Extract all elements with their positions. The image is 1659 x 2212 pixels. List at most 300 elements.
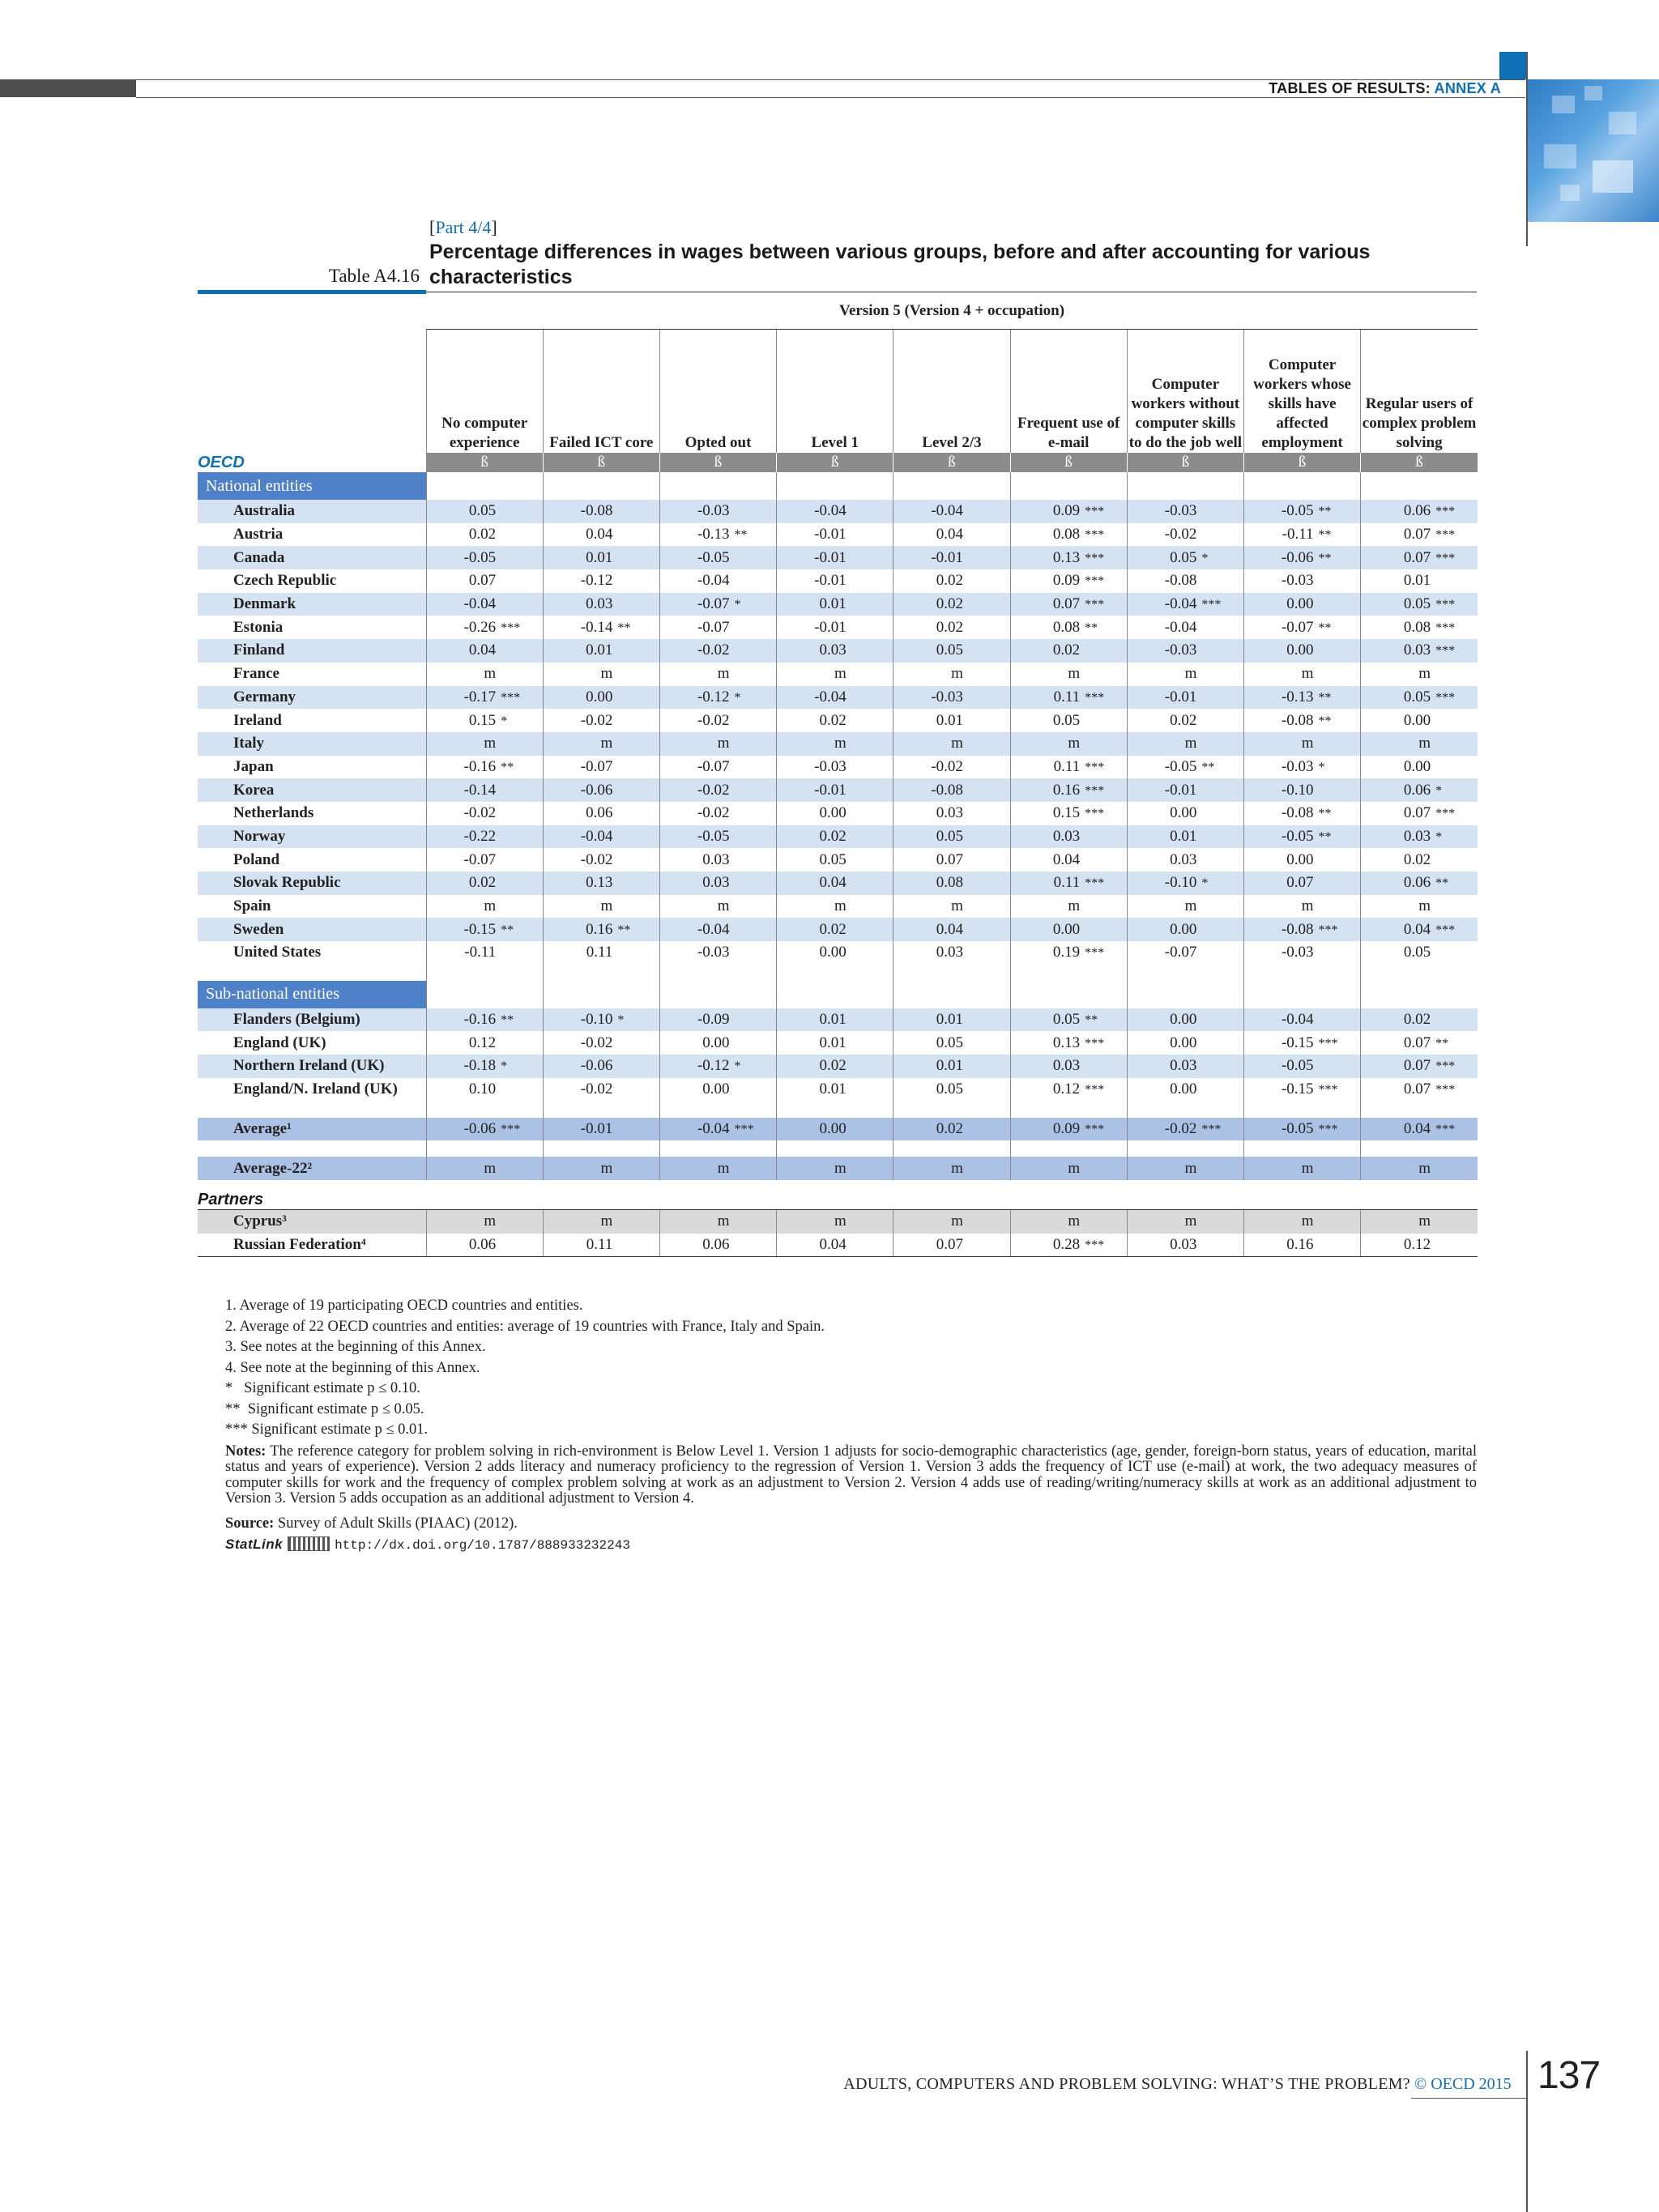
cell-value: 0.01 <box>819 1080 847 1098</box>
table-cell <box>1010 709 1127 732</box>
cell-value: 0.00 <box>819 1119 847 1137</box>
cell-value: -0.22 <box>463 827 497 845</box>
table-cell <box>1127 825 1243 849</box>
footnote: 3. See notes at the beginning of this Annex. <box>225 1339 486 1355</box>
cell-value: -0.14 <box>463 781 497 799</box>
cell-value: -0.05 <box>1281 1119 1314 1137</box>
cell-value: m <box>1068 897 1081 915</box>
table-cell <box>426 1209 543 1233</box>
spacer-cell <box>1010 965 1127 981</box>
row-label: Average-22² <box>198 1157 426 1180</box>
table-row <box>198 546 1478 569</box>
cell-value: -0.07 <box>463 850 497 868</box>
cell-value: 0.04 <box>1052 850 1081 868</box>
cell-value: 0.05 <box>1403 688 1431 705</box>
table-cell <box>426 1118 543 1141</box>
table-cell <box>426 825 543 849</box>
significance-marker: ** <box>1085 620 1098 635</box>
table-cell <box>426 848 543 872</box>
table-cell <box>777 1209 893 1233</box>
cell-value: -0.04 <box>1164 618 1197 636</box>
significance-marker: *** <box>501 690 521 705</box>
cell-value: -0.15 <box>1281 1080 1314 1098</box>
cell-value: 0.02 <box>1403 1011 1431 1029</box>
cell-value: 0.00 <box>702 1080 730 1098</box>
table-cell <box>1361 686 1478 710</box>
table-cell <box>893 941 1010 965</box>
partners-label-row <box>198 1180 1478 1210</box>
table-cell <box>426 1008 543 1032</box>
table-cell <box>777 686 893 710</box>
table-cell <box>543 1078 659 1102</box>
table-cell <box>777 639 893 663</box>
spacer-cell <box>198 965 426 981</box>
spacer-cell <box>1361 1102 1478 1118</box>
cell-value: 0.00 <box>1170 1011 1197 1029</box>
table-cell <box>659 686 776 710</box>
cell-value: -0.01 <box>814 548 847 566</box>
cell-value: -0.10 <box>580 1011 613 1029</box>
significance-marker: * <box>1201 551 1209 565</box>
table-cell <box>1010 848 1127 872</box>
cell-value: 0.09 <box>1052 572 1081 590</box>
table-cell <box>1243 500 1360 523</box>
column-header: Frequent use of e-mail <box>1010 330 1127 454</box>
table-row <box>198 802 1478 825</box>
cell-value: 0.16 <box>586 920 613 938</box>
table-cell <box>893 546 1010 569</box>
cell-value: m <box>951 897 963 915</box>
cell-value: -0.04 <box>814 688 847 705</box>
table-cell <box>1127 593 1243 616</box>
table-cell <box>1127 918 1243 941</box>
row-label: Austria <box>233 526 284 543</box>
footnote: 1. Average of 19 participating OECD countries and entities. <box>225 1298 583 1314</box>
table-cell <box>893 778 1010 802</box>
cell-value: 0.07 <box>1403 1057 1431 1075</box>
table-row <box>198 1008 1478 1032</box>
table-cell <box>777 872 893 895</box>
table-row <box>198 1078 1478 1102</box>
cell-value: -0.02 <box>697 641 730 659</box>
cell-value: 0.01 <box>586 548 613 566</box>
table-cell <box>543 802 659 825</box>
table-cell <box>1010 500 1127 523</box>
table-cell <box>1127 569 1243 593</box>
cell-value: -0.13 <box>697 526 730 543</box>
table-cell <box>1010 569 1127 593</box>
table-cell <box>1243 709 1360 732</box>
table-cell <box>543 756 659 779</box>
running-header-prefix: TABLES OF RESULTS: <box>1269 80 1435 96</box>
row-label: Russian Federation⁴ <box>198 1234 426 1257</box>
significance-marker: ** <box>1085 1013 1098 1028</box>
table-cell <box>543 1008 659 1032</box>
cell-value: -0.03 <box>1164 502 1197 520</box>
table-cell <box>1127 686 1243 710</box>
spacer-row <box>198 1102 1478 1118</box>
cell-value: -0.14 <box>580 618 613 636</box>
significance-marker: *** <box>1085 1122 1105 1136</box>
significance-marker: ** <box>501 923 514 937</box>
significance-marker: ** <box>1318 551 1332 565</box>
table-cell <box>1010 825 1127 849</box>
spacer-row <box>198 1140 1478 1157</box>
table-cell <box>1243 802 1360 825</box>
cell-value: m <box>1068 1213 1081 1230</box>
table-cell <box>777 569 893 593</box>
table-cell <box>777 709 893 732</box>
cell-value: 0.05 <box>936 1034 963 1051</box>
table-cell <box>1361 802 1478 825</box>
cell-value: 0.07 <box>1286 874 1314 892</box>
cell-value: m <box>1418 665 1431 683</box>
table-row <box>198 918 1478 941</box>
table-cell <box>1361 1209 1478 1233</box>
table-cell <box>893 639 1010 663</box>
table-row <box>198 1031 1478 1055</box>
cell-value: m <box>600 1159 613 1177</box>
cell-value: 0.11 <box>1053 688 1081 705</box>
footer-book-title: ADULTS, COMPUTERS AND PROBLEM SOLVING: WHAT’S THE PROBLEM? <box>843 2075 1410 2093</box>
cell-value: m <box>1184 735 1197 752</box>
cell-value: m <box>1068 665 1081 683</box>
cell-value: m <box>600 735 613 752</box>
cell-value: m <box>717 665 730 683</box>
group-row-empty-cell <box>893 472 1010 500</box>
significance-marker: * <box>734 690 741 705</box>
cell-value: 0.02 <box>936 618 963 636</box>
significance-marker: ** <box>617 620 631 635</box>
table-cell <box>1010 1078 1127 1102</box>
table-cell <box>426 709 543 732</box>
cell-value: -0.01 <box>1164 688 1197 705</box>
cell-value: -0.02 <box>463 804 497 822</box>
table-cell <box>1127 500 1243 523</box>
table-cell <box>543 663 659 686</box>
cell-value: -0.05 <box>463 548 497 566</box>
version-label: Version 5 (Version 4 + occupation) <box>426 293 1478 330</box>
cell-value: -0.11 <box>1282 526 1314 543</box>
table-cell <box>1127 848 1243 872</box>
table-cell <box>893 500 1010 523</box>
cell-value: -0.04 <box>463 595 497 613</box>
table-cell <box>659 569 776 593</box>
cell-value: 0.06 <box>586 804 613 822</box>
cell-value: m <box>951 665 963 683</box>
table-cell <box>1010 1157 1127 1180</box>
cell-value: 0.00 <box>702 1034 730 1051</box>
table-cell <box>1010 802 1127 825</box>
cell-value: m <box>1301 1159 1314 1177</box>
column-header: Opted out <box>659 330 776 454</box>
cell-value: -0.12 <box>697 1057 730 1075</box>
cell-value: -0.07 <box>580 757 613 775</box>
cell-value: 0.09 <box>1052 502 1081 520</box>
cell-value: 0.05 <box>1170 548 1197 566</box>
table-row <box>198 848 1478 872</box>
cell-value: 0.03 <box>1170 1057 1197 1075</box>
cell-value: -0.01 <box>814 526 847 543</box>
cell-value: 0.07 <box>1403 1080 1431 1098</box>
cell-value: -0.08 <box>1281 920 1314 938</box>
cell-value: 0.07 <box>1403 548 1431 566</box>
table-cell <box>1361 825 1478 849</box>
table-cell <box>1361 941 1478 965</box>
cell-value: 0.01 <box>819 1011 847 1029</box>
table-cell <box>777 1031 893 1055</box>
table-cell <box>1243 918 1360 941</box>
table-cell <box>1243 639 1360 663</box>
cell-value: 0.03 <box>1403 641 1431 659</box>
table-row <box>198 709 1478 732</box>
table-cell <box>893 1118 1010 1141</box>
table-cell <box>1361 848 1478 872</box>
table-cell <box>1243 663 1360 686</box>
table-cell <box>777 778 893 802</box>
row-label: Norway <box>198 825 426 849</box>
footnote: * Significant estimate p ≤ 0.10. <box>225 1380 420 1396</box>
table-part-indicator: [Part 4/4] <box>429 217 497 237</box>
spacer-cell <box>1243 1102 1360 1118</box>
table-cell <box>543 732 659 756</box>
table-cell <box>893 756 1010 779</box>
significance-marker: *** <box>501 1122 521 1136</box>
table-cell <box>1243 1209 1360 1233</box>
notes-label: Notes: <box>225 1443 267 1460</box>
cell-value: 0.00 <box>1403 757 1431 775</box>
notes-text: The reference category for problem solving in rich-environment is Below Level 1. Version 1 adjusts for socio-demographic characteristics (age, gender, foreign-born status, years of education, marital status and years of experience). Version 2 adds literacy and numeracy proficiency to the regression of Version 1. Version 3 adds the frequency of ICT use (e-mail) at work, the two adequacy measures of computer skills for work and the frequency of complex problem solving at work as an adjustment to Version 2. Version 4 adds use of reading/writing/numeracy skills at work as an additional adjustment to Version 3. Version 5 adds occupation as an additional adjustment to Version 4. <box>225 1443 1477 1507</box>
table-cell <box>659 1031 776 1055</box>
subnational-entities-header: Sub-national entities <box>198 981 426 1008</box>
cell-value: -0.06 <box>580 1057 613 1075</box>
cell-value: 0.04 <box>468 641 497 659</box>
cell-value: m <box>484 1159 497 1177</box>
spacer-cell <box>426 965 543 981</box>
table-cell <box>1010 686 1127 710</box>
results-table-wrapper <box>198 293 1478 1257</box>
cell-value: -0.08 <box>1281 804 1314 822</box>
beta-symbol-cell: ß <box>426 453 543 472</box>
significance-marker: *** <box>1085 807 1105 821</box>
significance-marker: *** <box>1435 620 1456 635</box>
table-row <box>198 686 1478 710</box>
table-notes <box>225 1296 1477 1557</box>
table-cell <box>1127 523 1243 547</box>
header-rule-bottom <box>136 97 1525 98</box>
significance-marker: *** <box>1085 1036 1105 1051</box>
table-cell <box>777 1055 893 1078</box>
table-cell <box>543 616 659 639</box>
cell-value: -0.01 <box>814 618 847 636</box>
significance-marker: *** <box>1435 528 1456 543</box>
cell-value: 0.15 <box>1052 804 1081 822</box>
cell-value: -0.26 <box>463 618 497 636</box>
table-cell <box>1361 546 1478 569</box>
cell-value: 0.02 <box>819 920 847 938</box>
cell-value: 0.06 <box>1403 781 1431 799</box>
beta-symbol-cell: ß <box>543 453 659 472</box>
group-row-empty-cell <box>1361 472 1478 500</box>
table-cell <box>1243 872 1360 895</box>
significance-marker: *** <box>1435 644 1456 658</box>
cell-value: m <box>834 735 847 752</box>
beta-symbol-cell: ß <box>893 453 1010 472</box>
significance-marker: ** <box>1318 528 1332 543</box>
cell-value: 0.04 <box>936 526 963 543</box>
table-cell <box>659 802 776 825</box>
table-row <box>198 872 1478 895</box>
cell-value: 0.00 <box>1170 1080 1197 1098</box>
cell-value: -0.04 <box>1281 1011 1314 1029</box>
cell-value: -0.17 <box>463 688 497 705</box>
column-header: Level 2/3 <box>893 330 1010 454</box>
table-cell <box>1010 895 1127 918</box>
table-number-label: Table A4.16 <box>328 266 420 286</box>
table-cell <box>893 709 1010 732</box>
cell-value: -0.12 <box>580 572 613 590</box>
cell-value: -0.01 <box>580 1119 613 1137</box>
table-row <box>198 756 1478 779</box>
cell-value: -0.05 <box>697 827 730 845</box>
cell-value: m <box>1301 665 1314 683</box>
cell-value: 0.02 <box>819 711 847 729</box>
cell-value: 0.02 <box>936 595 963 613</box>
significance-marker: * <box>1201 876 1209 891</box>
cell-value: -0.10 <box>1164 874 1197 892</box>
cell-value: -0.04 <box>1164 595 1197 613</box>
significance-marker: ** <box>1318 690 1332 705</box>
cell-value: -0.08 <box>580 502 613 520</box>
table-cell <box>1243 941 1360 965</box>
table-cell <box>543 639 659 663</box>
table-row <box>198 639 1478 663</box>
table-cell <box>777 802 893 825</box>
cell-value: -0.04 <box>697 1119 730 1137</box>
significance-marker: *** <box>1435 923 1456 937</box>
table-cell <box>1010 1209 1127 1233</box>
table-cell <box>1243 1008 1360 1032</box>
table-cell <box>543 895 659 918</box>
running-header <box>1269 79 1501 97</box>
group-row-empty-cell <box>543 981 659 1008</box>
cell-value: m <box>1068 1159 1081 1177</box>
significance-marker: *** <box>1085 783 1105 798</box>
group-row-empty-cell <box>1243 472 1360 500</box>
group-row-empty-cell <box>777 981 893 1008</box>
cell-value: 0.12 <box>1403 1235 1431 1253</box>
table-cell <box>1010 756 1127 779</box>
cell-value: 0.03 <box>1170 1235 1197 1253</box>
national-entities-header-row <box>198 472 1478 500</box>
table-cell <box>659 895 776 918</box>
table-cell <box>543 569 659 593</box>
cell-value: -0.02 <box>580 1034 613 1051</box>
group-row-empty-cell <box>1127 472 1243 500</box>
cell-value: -0.08 <box>931 781 963 799</box>
table-cell <box>426 918 543 941</box>
table-cell <box>659 941 776 965</box>
group-row-empty-cell <box>426 472 543 500</box>
table-cell <box>893 616 1010 639</box>
cell-value: 0.15 <box>468 711 497 729</box>
group-row-empty-cell <box>543 472 659 500</box>
table-cell <box>777 546 893 569</box>
table-cell <box>659 500 776 523</box>
cell-value: 0.02 <box>819 1057 847 1075</box>
table-cell <box>1010 1008 1127 1032</box>
cell-value: 0.05 <box>1052 711 1081 729</box>
row-label: Korea <box>198 778 426 802</box>
cell-value: 0.01 <box>1403 572 1431 590</box>
cell-value: -0.02 <box>931 757 963 775</box>
row-label: Australia <box>198 500 426 523</box>
significance-marker: *** <box>1435 690 1456 705</box>
cell-value: -0.07 <box>697 595 730 613</box>
cell-value: -0.06 <box>580 781 613 799</box>
header-dark-bar <box>0 79 136 97</box>
cell-value: -0.03 <box>1164 641 1197 659</box>
significance-marker: ** <box>1318 829 1332 844</box>
spacer-cell <box>893 965 1010 981</box>
table-cell <box>659 1234 776 1257</box>
statlink-url[interactable]: http://dx.doi.org/10.1787/888933232243 <box>335 1538 630 1553</box>
table-cell <box>777 500 893 523</box>
cell-value: 0.08 <box>1403 618 1431 636</box>
group-row-empty-cell <box>1243 981 1360 1008</box>
cell-value: m <box>1301 897 1314 915</box>
beta-symbol-cell: ß <box>1127 453 1243 472</box>
row-label: France <box>233 665 279 683</box>
table-cell <box>543 778 659 802</box>
cell-value: 0.07 <box>1403 526 1431 543</box>
national-entities-header: National entities <box>198 472 426 500</box>
table-cell <box>1010 1055 1127 1078</box>
significance-marker: *** <box>1435 1122 1456 1136</box>
table-cell <box>426 663 543 686</box>
cell-value: -0.03 <box>1281 572 1314 590</box>
table-cell <box>1243 825 1360 849</box>
cell-value: 0.03 <box>1403 827 1431 845</box>
table-cell <box>1243 848 1360 872</box>
significance-marker: *** <box>1318 1122 1338 1136</box>
spacer-cell <box>893 1140 1010 1157</box>
table-cell <box>426 1055 543 1078</box>
cell-value: 0.03 <box>702 874 730 892</box>
table-cell <box>893 895 1010 918</box>
table-cell <box>543 1234 659 1257</box>
row-label: Average¹ <box>198 1118 426 1141</box>
table-row <box>198 663 1478 686</box>
cell-value: -0.04 <box>814 502 847 520</box>
table-cell <box>1361 756 1478 779</box>
significance-marker: *** <box>1435 1059 1456 1074</box>
cell-value: 0.02 <box>1403 850 1431 868</box>
group-row-empty-cell <box>1361 981 1478 1008</box>
significance-marker: ** <box>734 528 748 543</box>
significance-marker: * <box>1435 829 1443 844</box>
cell-value: -0.02 <box>580 711 613 729</box>
spacer-cell <box>198 1140 426 1157</box>
table-cell <box>426 1157 543 1180</box>
cell-value: 0.07 <box>1403 1034 1431 1051</box>
significance-marker: * <box>501 1059 508 1074</box>
table-cell <box>893 569 1010 593</box>
group-row-empty-cell <box>1010 981 1127 1008</box>
significance-marker: *** <box>1318 923 1338 937</box>
spacer-cell <box>777 1102 893 1118</box>
column-header: Computer workers whose skills have affected employment <box>1243 330 1360 454</box>
